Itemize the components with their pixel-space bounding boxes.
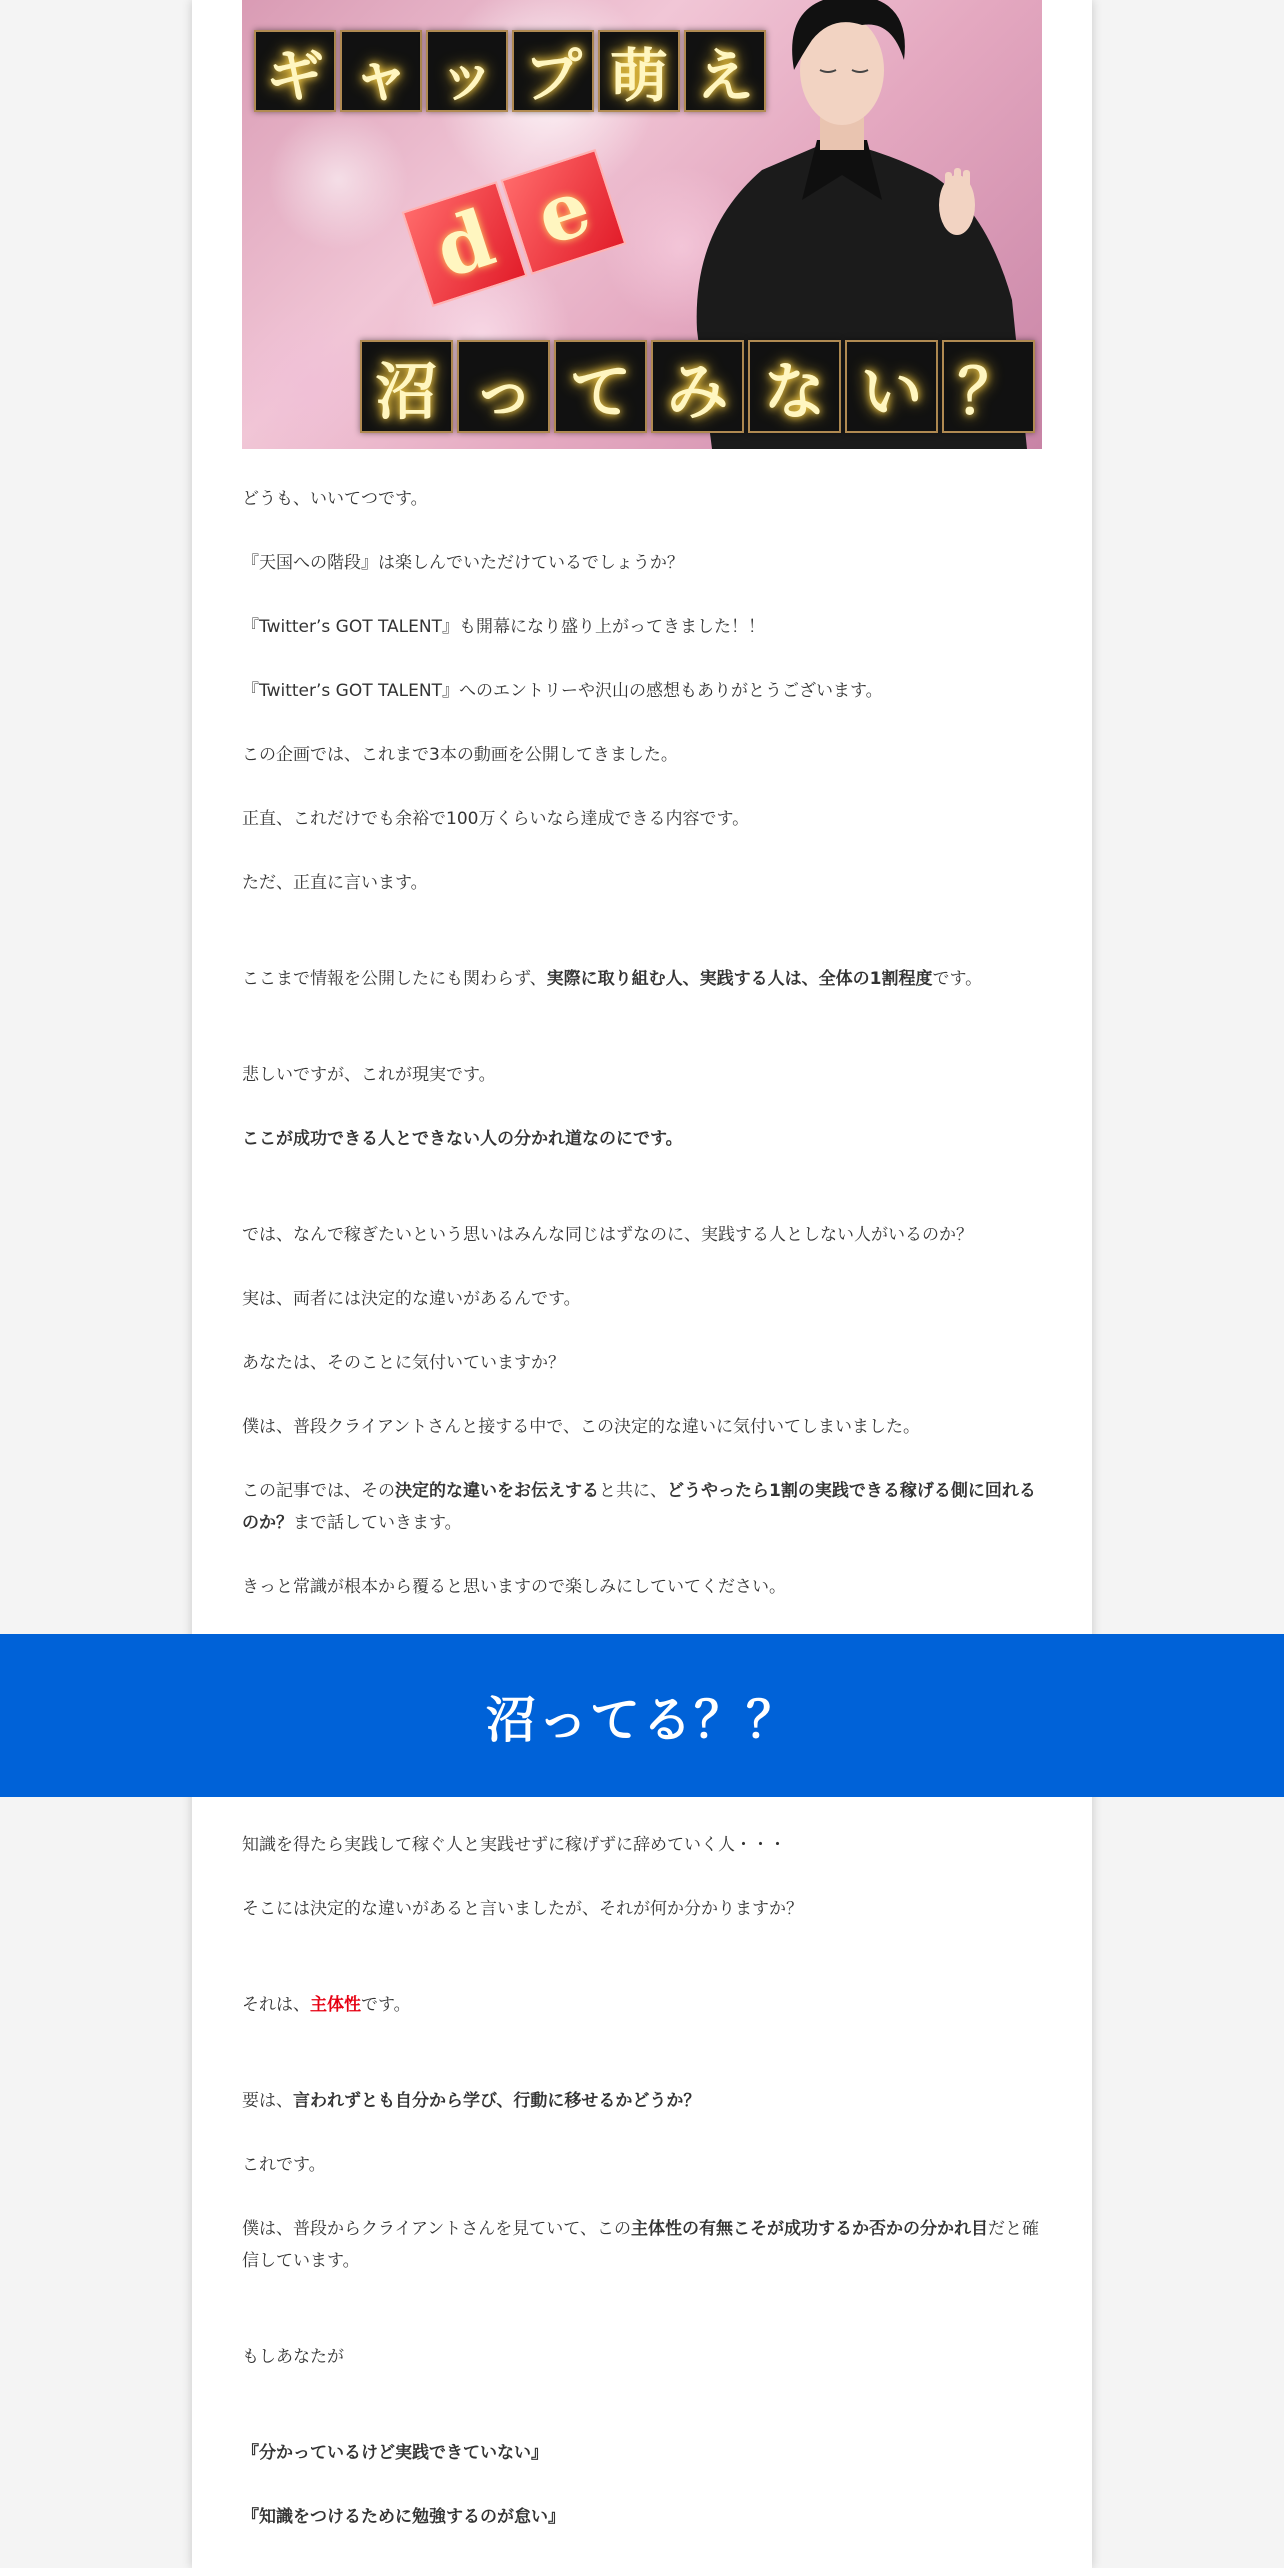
paragraph — [242, 483, 1042, 515]
article-content — [242, 0, 1042, 1597]
text-run: 要は、 — [242, 2091, 293, 2111]
text-run: 『Twitter’s GOT TALENT』へのエントリーや沢山の感想もありがとうございます。 — [242, 681, 883, 701]
text-run: では、なんで稼ぎたいという思いはみんな同じはずなのに、実践する人としない人がいるのか？ — [242, 1225, 973, 1245]
paragraph — [242, 1829, 1042, 1861]
text-run: だと確信しています。 — [242, 2219, 1039, 2271]
hero-tile: 沼 — [360, 340, 453, 433]
text-run: 悲しいですが、これが現実です。 — [242, 1065, 496, 1085]
paragraph — [242, 2437, 1042, 2469]
paragraph — [242, 2341, 1042, 2373]
text-run: この記事では、その — [242, 1481, 395, 1501]
paragraph — [242, 675, 1042, 707]
text-run: です。 — [932, 969, 983, 989]
paragraph — [242, 1475, 1042, 1539]
text-run: そこには決定的な違いがあると言いましたが、それが何か分かりますか？ — [242, 1899, 803, 1919]
text-run: きっと常識が根本から覆ると思いますので楽しみにしていてください。 — [242, 1577, 786, 1597]
paragraph — [242, 1283, 1042, 1315]
text-run: 『Twitter’s GOT TALENT』も開幕になり盛り上がってきました！！ — [242, 617, 765, 637]
hero-de-tile: d — [402, 181, 528, 307]
paragraph — [242, 803, 1042, 835]
bold-text: 言われずとも自分から学び、行動に移せるかどうか？ — [293, 2091, 701, 2111]
paragraph — [242, 2213, 1042, 2277]
paragraph — [242, 1123, 1042, 1155]
text-run: あなたは、そのことに気付いていますか？ — [242, 1353, 565, 1373]
bold-text: 『知識をつけるために勉強するのが怠い』 — [242, 2507, 565, 2527]
highlight-text: 主体性 — [310, 1995, 361, 2015]
hero-title-line2 — [360, 340, 1035, 433]
paragraph — [242, 739, 1042, 771]
hero-tile: え — [684, 30, 766, 112]
text-run: どうも、いいてつです。 — [242, 489, 428, 509]
text-run: と共に、 — [599, 1481, 667, 1501]
text-run: これです。 — [242, 2155, 326, 2175]
paragraph — [242, 1347, 1042, 1379]
hero-tile: ？ — [942, 340, 1035, 433]
hero-tile: プ — [512, 30, 594, 112]
text-run: 僕は、普段からクライアントさんを見ていて、この — [242, 2219, 631, 2239]
hero-de-tile: e — [500, 149, 626, 275]
paragraph — [242, 963, 1042, 995]
hero-tile: ッ — [426, 30, 508, 112]
paragraph — [242, 1989, 1042, 2021]
paragraph — [242, 1059, 1042, 1091]
paragraph — [242, 867, 1042, 899]
hero-tile: い — [845, 340, 938, 433]
text-run: まで話していきます。 — [293, 1513, 462, 1533]
text-run: ここまで情報を公開したにも関わらず、 — [242, 969, 547, 989]
text-run: 僕は、普段クライアントさんと接する中で、この決定的な違いに気付いてしまいました。 — [242, 1417, 920, 1437]
bold-text: 決定的な違いをお伝えする — [395, 1481, 599, 1501]
text-run: 正直、これだけでも余裕で100万くらいなら達成できる内容です。 — [242, 809, 750, 829]
hero-tile: な — [748, 340, 841, 433]
hero-tile: ャ — [340, 30, 422, 112]
article-card — [192, 0, 1092, 2568]
paragraph — [242, 2501, 1042, 2533]
paragraph — [242, 1411, 1042, 1443]
paragraph — [242, 611, 1042, 643]
text-run: 『天国への階段』は楽しんでいただけているでしょうか？ — [242, 553, 684, 573]
paragraph — [242, 1571, 1042, 1603]
hero-tile: 萌 — [598, 30, 680, 112]
hero-tile: ギ — [254, 30, 336, 112]
paragraph — [242, 2149, 1042, 2181]
text-run: もしあなたが — [242, 2347, 344, 2367]
text-run: 実は、両者には決定的な違いがあるんです。 — [242, 1289, 581, 1309]
paragraph — [242, 547, 1042, 579]
text-run: この企画では、これまで3本の動画を公開してきました。 — [242, 745, 678, 765]
bold-text: 実際に取り組む人、実践する人は、全体の1割程度 — [546, 969, 933, 989]
bold-text: 『分かっているけど実践できていない』 — [242, 2443, 548, 2463]
text-run: それは、 — [242, 1995, 310, 2015]
text-run: 知識を得たら実践して稼ぐ人と実践せずに稼げずに辞めていく人・・・ — [242, 1835, 786, 1855]
section-heading: 沼ってる？？ — [486, 1690, 798, 1749]
paragraph — [242, 2085, 1042, 2117]
text-run: です。 — [361, 1995, 411, 2015]
hero-tile: っ — [457, 340, 550, 433]
hero-tile: み — [651, 340, 744, 433]
paragraph — [242, 1893, 1042, 1925]
bold-text: 主体性の有無こそが成功するか否かの分かれ目 — [630, 2219, 988, 2239]
hero-image — [242, 0, 1042, 449]
text-run: ただ、正直に言います。 — [242, 873, 428, 893]
hero-tile: て — [554, 340, 647, 433]
paragraph — [242, 1219, 1042, 1251]
hero-title-line1 — [254, 30, 766, 112]
bold-text: ここが成功できる人とできない人の分かれ道なのにです。 — [242, 1129, 683, 1149]
section-heading-banner — [0, 1634, 1284, 1797]
bold-text: どうやったら1割の実践できる稼げる側に回れるのか？ — [242, 1481, 1036, 1533]
